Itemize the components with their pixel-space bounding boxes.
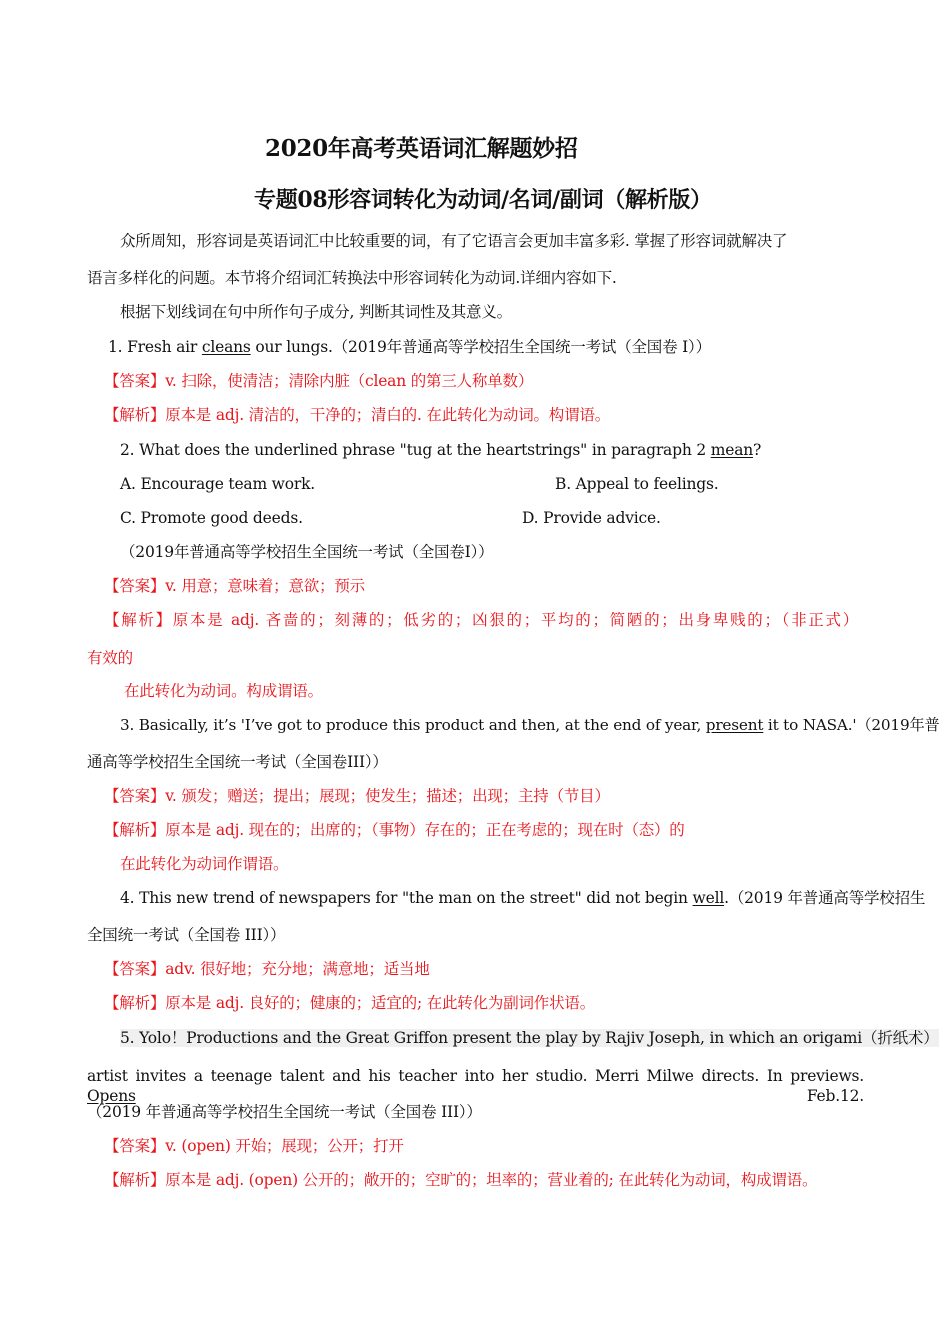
page-title: 2020年高考英语词汇解题妙招 — [265, 135, 578, 162]
question-3-analysis-line-1: 【解析】原本是 adj. 现在的；出席的；（事物）存在的；正在考虑的；现在时（态）的 — [104, 821, 685, 839]
page-subtitle: 专题08形容词转化为动词/名词/副词（解析版） — [254, 187, 712, 213]
question-3-underlined-word: present — [705, 716, 764, 734]
question-2-option-c: C. Promote good deeds. — [120, 509, 303, 527]
question-4-post: .（2019 年普通高等学校招生 — [724, 889, 926, 907]
question-5-line-2-pre: artist invites a teenage talent and his teacher into her studio. Merri Milwe directs. In previews. — [87, 1067, 864, 1085]
question-5-source: （2019 年普通高等学校招生全国统一考试（全国卷 III）） — [87, 1103, 482, 1121]
question-2-source: （2019年普通高等学校招生全国统一考试（全国卷I）） — [120, 543, 494, 561]
question-5-analysis: 【解析】原本是 adj. (open) 公开的；敞开的；空旷的；坦率的；营业着的; 在此转化为动词，构成谓语。 — [104, 1171, 818, 1189]
intro-line-1: 众所周知，形容词是英语词汇中比较重要的词，有了它语言会更加丰富多彩. 掌握了形容词就解决了 — [120, 232, 788, 250]
question-5-line-2-post: Feb.12. — [135, 1087, 864, 1105]
question-5-line-1 — [120, 1028, 939, 1048]
question-2-underlined-word: mean — [710, 441, 754, 459]
question-1-underlined-word: cleans — [201, 338, 251, 356]
question-3-answer: 【答案】v. 颁发；赠送；提出；展现；使发生；描述；出现；主持（节目） — [104, 787, 610, 805]
question-5-answer: 【答案】v. (open) 开始；展现；公开；打开 — [104, 1137, 404, 1155]
question-3-post: it to NASA.'（2019年普 — [763, 716, 940, 734]
question-2-option-b: B. Appeal to feelings. — [555, 475, 719, 493]
question-2-answer: 【答案】v. 用意；意味着；意欲；预示 — [104, 577, 365, 595]
instruction-text: 根据下划线词在句中所作句子成分, 判断其词性及其意义。 — [120, 303, 512, 321]
question-1-answer: 【答案】v. 扫除，使清洁；清除内脏（clean 的第三人称单数） — [104, 372, 534, 390]
question-3 — [120, 715, 940, 735]
question-4 — [120, 888, 925, 908]
question-2-option-d: D. Provide advice. — [522, 509, 661, 527]
question-5-underlined-word: Opens — [87, 1087, 136, 1105]
question-1-analysis: 【解析】原本是 adj. 清洁的，干净的；清白的. 在此转化为动词。构谓语。 — [104, 406, 611, 424]
question-2-post: ? — [753, 441, 762, 459]
question-2-pre: 2. What does the underlined phrase "tug at the heartstrings" in paragraph 2 — [120, 441, 711, 459]
question-3-analysis-line-2: 在此转化为动词作谓语。 — [120, 855, 289, 873]
question-4-analysis: 【解析】原本是 adj. 良好的；健康的；适宜的; 在此转化为副词作状语。 — [104, 994, 596, 1012]
question-1-pre: 1. Fresh air — [108, 338, 202, 356]
question-1 — [108, 337, 711, 357]
question-2 — [120, 440, 761, 460]
question-3-line-2: 通高等学校招生全国统一考试（全国卷III）） — [87, 753, 388, 771]
question-2-analysis-line-1: 【解析】原本是 adj. 吝啬的；刻薄的；低劣的；凶狠的；平均的；简陋的；出身卑贱的；（非正式） — [104, 611, 858, 629]
question-2-analysis-line-3: 在此转化为动词。构成谓语。 — [124, 682, 323, 700]
question-5-text: 5. Yolo！Productions and the Great Griffon present the play by Rajiv Joseph, in which an origami（折纸术） — [120, 1029, 939, 1047]
intro-line-2: 语言多样化的问题。本节将介绍词汇转换法中形容词转化为动词.详细内容如下. — [87, 269, 617, 287]
question-4-line-2: 全国统一考试（全国卷 III）） — [87, 926, 286, 944]
question-4-pre: 4. This new trend of newspapers for "the man on the street" did not begin — [120, 889, 693, 907]
question-5-line-2 — [87, 1066, 864, 1106]
question-4-underlined-word: well — [692, 889, 725, 907]
question-2-analysis-line-2: 有效的 — [87, 649, 133, 667]
question-4-answer: 【答案】adv. 很好地；充分地；满意地；适当地 — [104, 960, 430, 978]
question-2-option-a: A. Encourage team work. — [120, 475, 316, 493]
question-3-pre: 3. Basically, it’s 'I’ve got to produce this product and then, at the end of year, — [120, 716, 706, 734]
question-1-post: our lungs.（2019年普通高等学校招生全国统一考试（全国卷 I）） — [250, 338, 711, 356]
